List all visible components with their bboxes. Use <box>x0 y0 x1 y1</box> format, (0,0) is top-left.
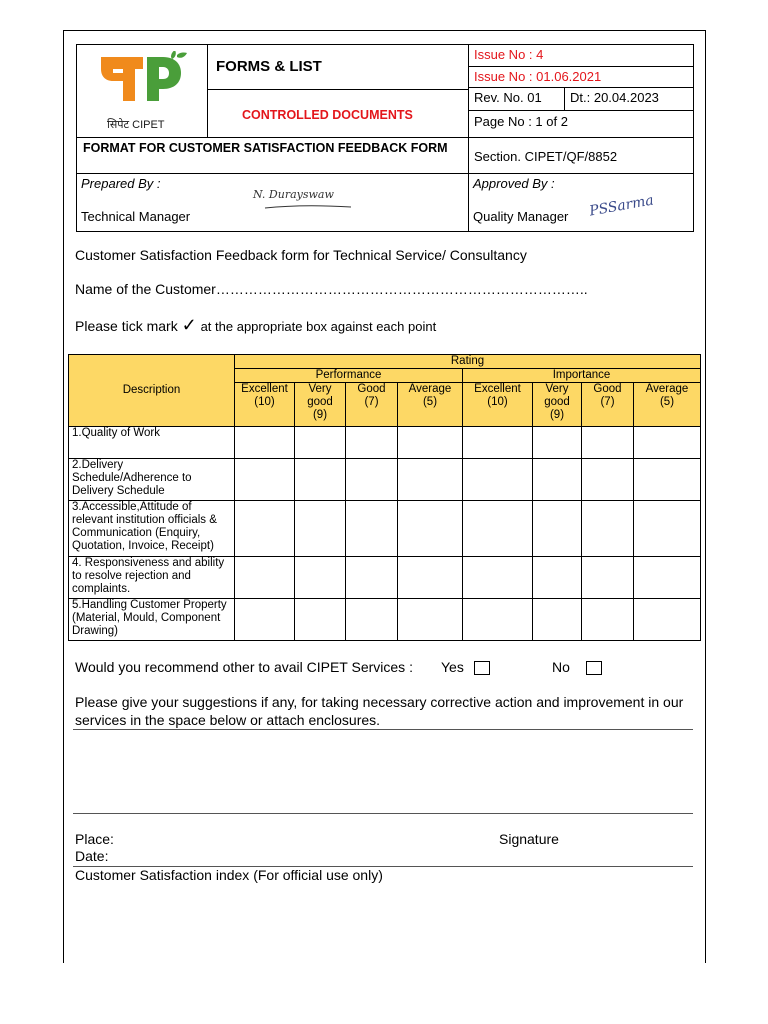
rating-cell[interactable] <box>582 501 634 557</box>
tick-suffix: at the appropriate box against each point <box>200 319 437 334</box>
row-description: 2.Delivery Schedule/Adherence to Delivery Schedule <box>69 459 235 501</box>
imp-col-good: Good (7) <box>582 383 634 427</box>
description-header: Description <box>69 355 235 427</box>
rating-cell[interactable] <box>533 501 582 557</box>
approved-by-cell <box>468 173 694 232</box>
row-description: 5.Handling Customer Property (Material, Mould, Component Drawing) <box>69 599 235 641</box>
logo-cell <box>76 44 208 138</box>
place-label: Place: <box>75 831 114 847</box>
signature-underline-icon <box>263 202 353 212</box>
rating-cell[interactable] <box>582 557 634 599</box>
imp-col-excellent: Excellent (10) <box>463 383 533 427</box>
imp-col-average: Average (5) <box>634 383 701 427</box>
page-frame-right <box>705 30 706 963</box>
rating-cell[interactable] <box>295 427 346 459</box>
no-label: No <box>552 659 570 675</box>
rating-cell[interactable] <box>463 599 533 641</box>
rating-cell[interactable] <box>463 557 533 599</box>
table-row <box>69 599 701 641</box>
rating-cell[interactable] <box>295 599 346 641</box>
yes-checkbox[interactable] <box>474 661 490 675</box>
rating-header: Rating <box>235 355 701 369</box>
rating-cell[interactable] <box>533 557 582 599</box>
rating-cell[interactable] <box>346 427 398 459</box>
rating-table <box>68 354 701 641</box>
rating-cell[interactable] <box>295 557 346 599</box>
row-description: 4. Responsiveness and ability to resolve rejection and complaints. <box>69 557 235 599</box>
controlled-documents-label: CONTROLLED DOCUMENTS <box>207 89 469 138</box>
row-description: 1.Quality of Work <box>69 427 235 459</box>
approved-signature: PSSarma <box>588 192 655 220</box>
suggestions-instruction: Please give your suggestions if any, for taking necessary corrective action and improvement in our services in the space below or attach enclosures. <box>75 694 684 728</box>
table-row <box>69 459 701 501</box>
rating-cell[interactable] <box>235 599 295 641</box>
rating-cell[interactable] <box>346 599 398 641</box>
rating-cell[interactable] <box>398 599 463 641</box>
tick-prefix: Please tick mark <box>75 318 178 334</box>
page-frame-left <box>63 30 64 963</box>
satisfaction-index-label: Customer Satisfaction index (For official use only) <box>75 867 383 883</box>
form-intro: Customer Satisfaction Feedback form for Technical Service/ Consultancy <box>75 247 527 263</box>
prepared-by-cell <box>76 173 469 232</box>
rating-cell[interactable] <box>634 557 701 599</box>
revision-number: Rev. No. 01 <box>468 87 565 111</box>
perf-col-good: Good (7) <box>346 383 398 427</box>
signature-label: Signature <box>499 831 559 847</box>
rating-cell[interactable] <box>398 427 463 459</box>
importance-header: Importance <box>463 369 701 383</box>
rating-cell[interactable] <box>346 557 398 599</box>
revision-date: Dt.: 20.04.2023 <box>564 87 694 111</box>
rating-cell[interactable] <box>582 427 634 459</box>
perf-col-average: Average (5) <box>398 383 463 427</box>
recommend-question: Would you recommend other to avail CIPET Services : <box>75 659 413 675</box>
table-row <box>69 427 701 459</box>
cipet-logo-icon <box>99 51 189 107</box>
page-number: Page No : 1 of 2 <box>468 110 694 138</box>
table-row <box>69 557 701 599</box>
rating-cell[interactable] <box>295 459 346 501</box>
rating-cell[interactable] <box>533 459 582 501</box>
prepared-by-label: Prepared By : <box>81 176 161 191</box>
prepared-signature: N. Durayswaw <box>253 188 334 201</box>
rating-cell[interactable] <box>235 501 295 557</box>
page-frame-top <box>63 30 706 31</box>
issue-number: Issue No : 4 <box>468 44 694 67</box>
rating-cell[interactable] <box>634 599 701 641</box>
tick-instruction <box>75 315 436 336</box>
table-row <box>69 501 701 557</box>
rating-cell[interactable] <box>235 459 295 501</box>
rating-cell[interactable] <box>398 501 463 557</box>
performance-header: Performance <box>235 369 463 383</box>
suggestion-line <box>73 813 693 814</box>
rating-cell[interactable] <box>533 427 582 459</box>
rating-cell[interactable] <box>398 459 463 501</box>
recommend-no <box>552 659 602 675</box>
rating-cell[interactable] <box>346 501 398 557</box>
rating-cell[interactable] <box>295 501 346 557</box>
no-checkbox[interactable] <box>586 661 602 675</box>
checkmark-icon: ✓ <box>181 315 197 335</box>
forms-title: FORMS & LIST <box>207 44 469 90</box>
imp-col-very-good: Very good (9) <box>533 383 582 427</box>
suggestions-input-area[interactable] <box>73 733 693 811</box>
rating-cell[interactable] <box>398 557 463 599</box>
perf-col-very-good: Very good (9) <box>295 383 346 427</box>
rating-cell[interactable] <box>346 459 398 501</box>
document-header <box>76 44 694 232</box>
rating-cell[interactable] <box>582 599 634 641</box>
perf-col-excellent: Excellent (10) <box>235 383 295 427</box>
recommend-yes <box>441 659 490 675</box>
rating-cell[interactable] <box>533 599 582 641</box>
section-code: Section. CIPET/QF/8852 <box>468 137 694 174</box>
date-label: Date: <box>75 848 109 864</box>
customer-name-field[interactable]: Name of the Customer…………………………………………………………………….. <box>75 281 588 297</box>
rating-cell[interactable] <box>235 427 295 459</box>
yes-label: Yes <box>441 659 464 675</box>
logo-text: सिपेट CIPET <box>107 119 165 131</box>
rating-cell[interactable] <box>463 427 533 459</box>
rating-cell[interactable] <box>634 501 701 557</box>
approved-by-role: Quality Manager <box>473 209 569 224</box>
issue-date: Issue No : 01.06.2021 <box>468 66 694 88</box>
suggestion-line <box>73 729 693 730</box>
rating-cell[interactable] <box>634 459 701 501</box>
prepared-by-role: Technical Manager <box>81 209 191 224</box>
rating-cell[interactable] <box>463 501 533 557</box>
rating-cell[interactable] <box>235 557 295 599</box>
approved-by-label: Approved By : <box>473 176 555 191</box>
row-description: 3.Accessible,Attitude of relevant institution officials & Communication (Enquiry, Quotation, Invoice, Receipt) <box>69 501 235 557</box>
rating-cell[interactable] <box>582 459 634 501</box>
rating-cell[interactable] <box>634 427 701 459</box>
format-title: FORMAT FOR CUSTOMER SATISFACTION FEEDBACK FORM <box>76 137 469 174</box>
rating-cell[interactable] <box>463 459 533 501</box>
